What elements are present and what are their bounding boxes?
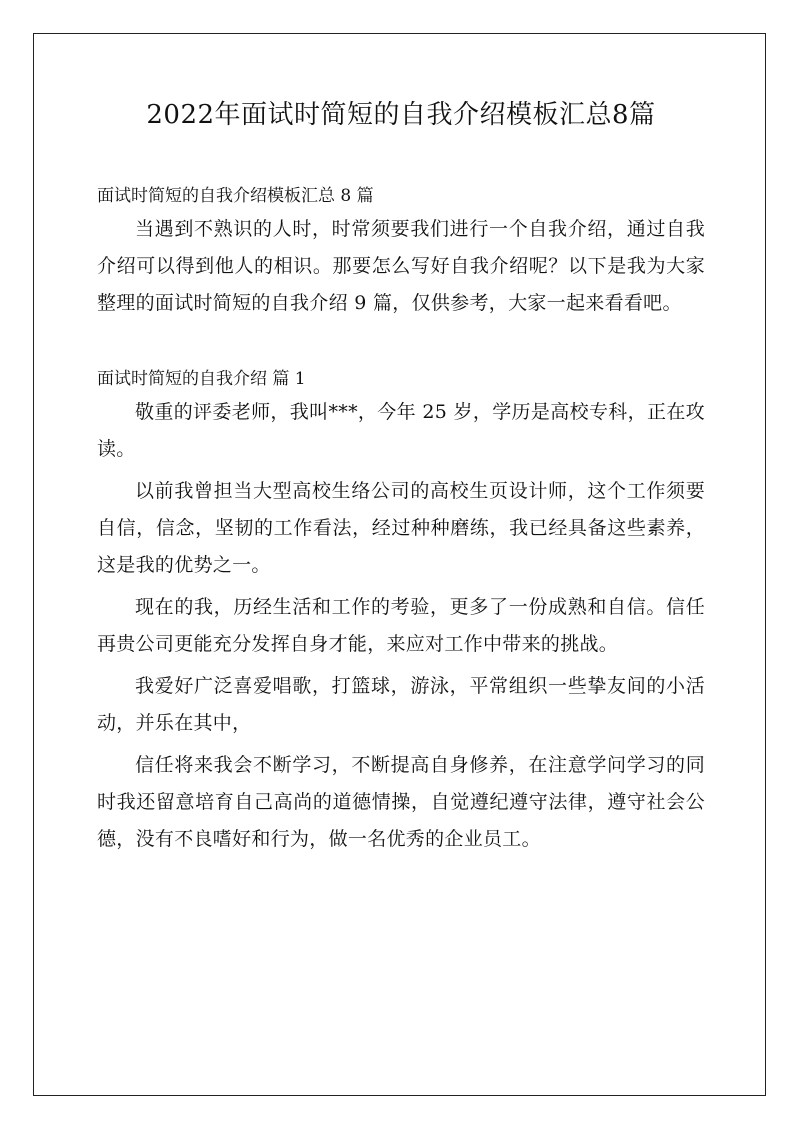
section-heading: 面试时简短的自我介绍 篇 1 <box>97 369 306 389</box>
document-body <box>97 95 705 863</box>
intro-paragraph: 当遇到不熟识的人时，时常须要我们进行一个自我介绍，通过自我介绍可以得到他人的相识。那要怎么写好自我介绍呢？以下是我为大家整理的面试时简短的自我介绍 9 篇，仅供参考，大家一起来看看吧。 <box>97 218 705 314</box>
body-paragraph-2: 以前我曾担当大型高校生络公司的高校生页设计师，这个工作须要自信，信念，坚韧的工作看法，经过种种磨练，我已经具备这些素养，这是我的优势之一。 <box>97 480 705 576</box>
document-title: 2022年面试时简短的自我介绍模板汇总8篇 <box>146 100 656 130</box>
intro-heading: 面试时简短的自我介绍模板汇总 8 篇 <box>97 186 374 206</box>
body-paragraph-1: 敬重的评委老师，我叫***，今年 25 岁，学历是高校专科，正在攻读。 <box>97 401 705 460</box>
body-paragraph-5: 信任将来我会不断学习，不断提高自身修养，在注意学问学习的同时我还留意培育自己高尚的道德情操，自觉遵纪遵守法律，遵守社会公德，没有不良嗜好和行为，做一名优秀的企业员工。 <box>97 754 705 850</box>
body-paragraph-4: 我爱好广泛喜爱唱歌，打篮球，游泳，平常组织一些挚友间的小活动，并乐在其中， <box>97 675 705 734</box>
body-paragraph-3: 现在的我，历经生活和工作的考验，更多了一份成熟和自信。信任再贵公司更能充分发挥自身才能，来应对工作中带来的挑战。 <box>97 596 705 655</box>
